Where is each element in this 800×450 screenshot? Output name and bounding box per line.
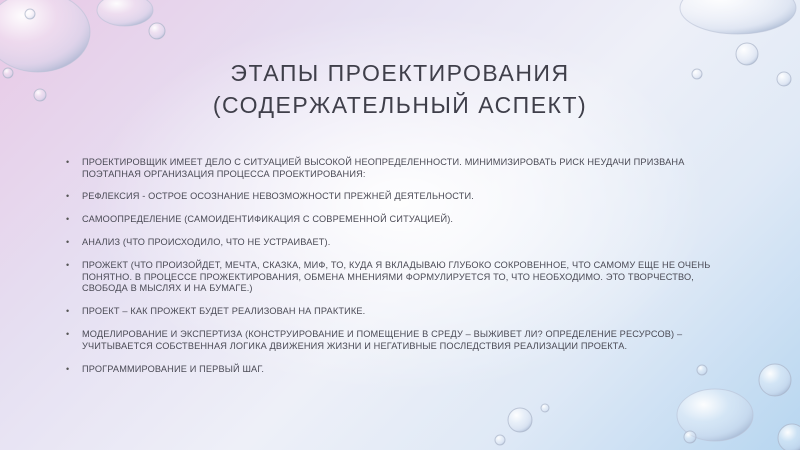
list-item-text: АНАЛИЗ (ЧТО ПРОИСХОДИЛО, ЧТО НЕ УСТРАИВАЕТ). — [82, 237, 331, 248]
water-drop — [778, 424, 800, 450]
water-drop — [541, 404, 549, 412]
list-item — [66, 329, 726, 352]
water-drop — [759, 364, 791, 396]
water-drop — [25, 9, 35, 19]
list-item — [66, 191, 726, 203]
bullet-icon: • — [66, 157, 70, 167]
bullet-icon: • — [66, 260, 70, 271]
list-item — [66, 214, 726, 226]
slide-title-line1: ЭТАПЫ ПРОЕКТИРОВАНИЯ — [230, 60, 570, 86]
list-item — [66, 306, 726, 318]
bullet-icon: • — [66, 214, 70, 225]
list-item-text: ПРОЕКТИРОВЩИК ИМЕЕТ ДЕЛО С СИТУАЦИЕЙ ВЫСОКОЙ НЕОПРЕДЕЛЕННОСТИ. МИНИМИЗИРОВАТЬ РИСК НЕУДАЧИ ПРИЗВАНА ПОЭТАПНАЯ ОРГАНИЗАЦИЯ ПРОЦЕССА ПРОЕКТИРОВАНИЯ: — [82, 157, 685, 179]
water-drop — [97, 0, 153, 26]
bullet-icon: • — [66, 363, 70, 374]
list-item-text: ПРОЖЕКТ (ЧТО ПРОИЗОЙДЕТ, МЕЧТА, СКАЗКА, МИФ, ТО, КУДА Я ВКЛАДЫВАЮ ГЛУБОКО СОКРОВЕННОЕ, ЧТО САМОМУ ЕЩЕ НЕ ОЧЕНЬ ПОНЯТНО. В ПРОЦЕССЕ ПРОЖЕКТИРОВАНИЯ, ОБМЕНА МНЕНИЯМИ ФОРМУЛИРУЕТСЯ ТО, ЧТО НЕОБХОДИМО. ЭТО ТВОРЧЕСТВО, СВОБОДА В МЫСЛЯХ И НА БУМАГЕ.) — [82, 260, 711, 294]
bullet-icon: • — [66, 237, 70, 248]
list-item — [66, 237, 726, 249]
water-drop — [508, 408, 532, 432]
slide-title-line2: (СОДЕРЖАТЕЛЬНЫЙ АСПЕКТ) — [212, 92, 588, 118]
slide-title — [0, 57, 800, 121]
bullet-icon: • — [66, 191, 70, 202]
list-item-text: ПРОЕКТ – КАК ПРОЖЕКТ БУДЕТ РЕАЛИЗОВАН НА ПРАКТИКЕ. — [82, 306, 366, 317]
list-item — [66, 157, 726, 180]
water-drop — [684, 431, 696, 443]
bullet-icon: • — [66, 329, 70, 340]
water-drop — [680, 0, 796, 34]
bullet-icon: • — [66, 306, 70, 317]
water-drop — [149, 23, 165, 39]
list-item-text: ПРОГРАММИРОВАНИЕ И ПЕРВЫЙ ШАГ. — [82, 363, 265, 374]
water-drop — [495, 435, 505, 445]
list-item — [66, 364, 726, 376]
list-item-text: РЕФЛЕКСИЯ - ОСТРОЕ ОСОЗНАНИЕ НЕВОЗМОЖНОСТИ ПРЕЖНЕЙ ДЕЯТЕЛЬНОСТИ. — [82, 191, 474, 202]
list-item-text: МОДЕЛИРОВАНИЕ И ЭКСПЕРТИЗА (КОНСТРУИРОВАНИЕ И ПОМЕЩЕНИЕ В СРЕДУ – ВЫЖИВЕТ ЛИ? ОПРЕДЕЛЕНИЕ РЕСУРСОВ) – УЧИТЫВАЕТСЯ СОБСТВЕННАЯ ЛОГИКА ДВИЖЕНИЯ ЖИЗНИ И НЕГАТИВНЫЕ ПОСЛЕДСТВИЯ РЕАЛИЗАЦИИ ПРОЕКТА. — [82, 329, 683, 351]
bullet-list — [66, 157, 726, 387]
list-item — [66, 260, 726, 295]
list-item-text: САМООПРЕДЕЛЕНИЕ (САМОИДЕНТИФИКАЦИЯ С СОВРЕМЕННОЙ СИТУАЦИЕЙ). — [82, 214, 454, 225]
